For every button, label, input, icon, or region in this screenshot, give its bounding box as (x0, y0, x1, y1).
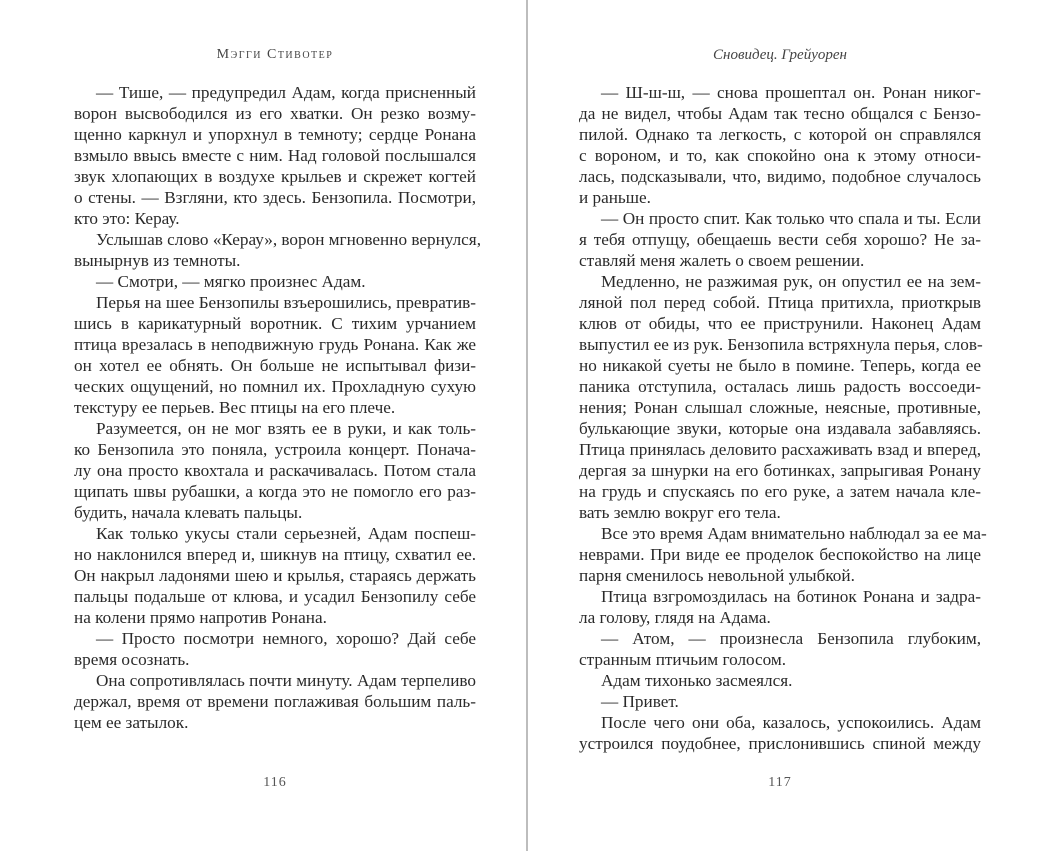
text-line: и раньше. (579, 188, 651, 207)
text-line: Медленно, не разжимая рук, он опустил ее на зем- (601, 272, 981, 291)
text-line: будить, начала клевать пальцы. (74, 503, 303, 522)
text-line: пилой. Однако та легкость, с которой он справлялся (579, 125, 981, 144)
text-line: булькающие звуки, которые она издавала забавляясь. (579, 419, 981, 438)
text-line: птица врезалась в неподвижную грудь Ронана. Как же (74, 335, 476, 354)
text-line: вать землю вокруг его тела. (579, 503, 781, 522)
text-line: пальцы подальше от клюва, и усадил Бензопилу себе (74, 587, 476, 606)
page-number: 116 (263, 775, 287, 790)
text-line: держал, время от времени поглаживая большим паль- (74, 692, 476, 711)
text-line: — Атом, — произнесла Бензопила глубоким, (601, 629, 981, 648)
text-line: ставляй меня жалеть о своем решении. (579, 251, 865, 270)
text-line: странным птичьим голосом. (579, 650, 787, 669)
left-page (74, 0, 482, 851)
text-line: Как только укусы стали серьезней, Адам поспеш- (96, 524, 476, 543)
text-line: с вороном, и то, как спокойно она к этому относи- (579, 146, 981, 165)
text-line: Птица принялась деловито расхаживать взад и вперед, (579, 440, 981, 459)
text-line: текстуру ее перьев. Вес птицы на его плече. (74, 398, 396, 417)
text-line: да не видел, чтобы Адам так тесно общался с Бензо- (579, 104, 981, 123)
text-line: на колени прямо напротив Ронана. (74, 608, 327, 627)
text-line: Она сопротивлялась почти минуту. Адам терпеливо (96, 671, 476, 690)
text-line: лу она просто квохтала и раскачивалась. Потом стала (74, 461, 476, 480)
text-line: щипать швы рубашки, а когда это не помогло его раз- (74, 482, 476, 501)
text-line: кто это: Керау. (74, 209, 180, 228)
text-line: — Просто посмотри немного, хорошо? Дай себе (96, 629, 476, 648)
text-line: Услышав слово «Керау», ворон мгновенно вернулся, (96, 230, 482, 249)
text-line: неврами. При виде ее проделок беспокойство на лице (579, 545, 981, 564)
page-body (579, 82, 987, 754)
text-line: ворон высвободился из его хватки. Он резко возму- (74, 104, 476, 123)
page-body (74, 82, 482, 733)
book-spine-divider (526, 0, 528, 851)
text-line: цем ее затылок. (74, 713, 189, 732)
text-line: Разумеется, он не мог взять ее в руки, и как толь- (96, 419, 476, 438)
text-line: Адам тихонько засмеялся. (601, 671, 793, 690)
text-line: устроился поудобнее, прислонившись спиной между (579, 734, 981, 753)
text-line: паника отступила, осталась лишь радость воссоеди- (579, 377, 981, 396)
text-line: вынырнув из темноты. (74, 251, 241, 270)
text-line: дергая за шнурки на его ботинках, запрыгивая Ронану (579, 461, 981, 480)
running-header-author: Мэгги Стивотер (216, 47, 334, 62)
text-line: выпустил ее из рук. Бензопила встряхнула перья, слов- (579, 335, 983, 354)
text-line: щенно каркнул и упорхнул в темноту; сердце Ронана (74, 125, 476, 144)
text-line: но наклонился вперед и, шикнув на птицу, схватил ее. (74, 545, 476, 564)
text-line: ческих ощущений, но помнил их. Прохладную сухую (74, 377, 476, 396)
text-line: звук хлопающих в воздухе крыльев и скрежет когтей (74, 167, 476, 186)
text-line: лась, подсказывали, что, видимо, подобное случалось (579, 167, 981, 186)
text-line: Все это время Адам внимательно наблюдал за ее ма- (601, 524, 987, 543)
text-line: — Смотри, — мягко произнес Адам. (96, 272, 366, 291)
running-header-title: Сновидец. Грейуорен (713, 47, 847, 63)
text-line: — Он просто спит. Как только что спала и ты. Если (601, 209, 981, 228)
page-number: 117 (768, 775, 792, 790)
text-line: взмыло ввысь вместе с ним. Над головой послышался (74, 146, 476, 165)
text-line: — Ш-ш-ш, — снова прошептал он. Ронан никог- (601, 83, 981, 102)
text-line: о стены. — Взгляни, кто здесь. Бензопила. Посмотри, (74, 188, 476, 207)
text-line: Он накрыл ладонями шею и крылья, стараясь держать (74, 566, 476, 585)
text-line: на грудь и спускаясь по его руке, а затем начала кле- (579, 482, 981, 501)
text-line: ко Бензопила это поняла, устроила концерт. Понача- (74, 440, 476, 459)
text-line: я тебя отпущу, обещаешь вести себя хорошо? Не за- (579, 230, 981, 249)
text-line: Птица взгромоздилась на ботинок Ронана и задра- (601, 587, 981, 606)
text-line: нения; Ронан слышал сложные, неясные, противные, (579, 398, 981, 417)
text-line: — Привет. (601, 692, 679, 711)
text-line: он хотел ее обнять. Он больше не испытывал физи- (74, 356, 476, 375)
text-line: — Тише, — предупредил Адам, когда присненный (96, 83, 476, 102)
right-page (579, 0, 987, 851)
text-line: шись в карикатурный воротник. С тихим урчанием (74, 314, 476, 333)
text-line: парня сменилось невольной улыбкой. (579, 566, 855, 585)
text-line: ла голову, глядя на Адама. (579, 608, 771, 627)
text-line: время осознать. (74, 650, 190, 669)
text-line: ляной пол перед собой. Птица притихла, приоткрыв (579, 293, 981, 312)
text-line: После чего они оба, казалось, успокоились. Адам (601, 713, 981, 732)
text-line: клюв от обиды, что ее приструнили. Наконец Адам (579, 314, 981, 333)
text-line: но никакой суеты не было в помине. Теперь, когда ее (579, 356, 981, 375)
text-line: Перья на шее Бензопилы взъерошились, превратив- (96, 293, 476, 312)
